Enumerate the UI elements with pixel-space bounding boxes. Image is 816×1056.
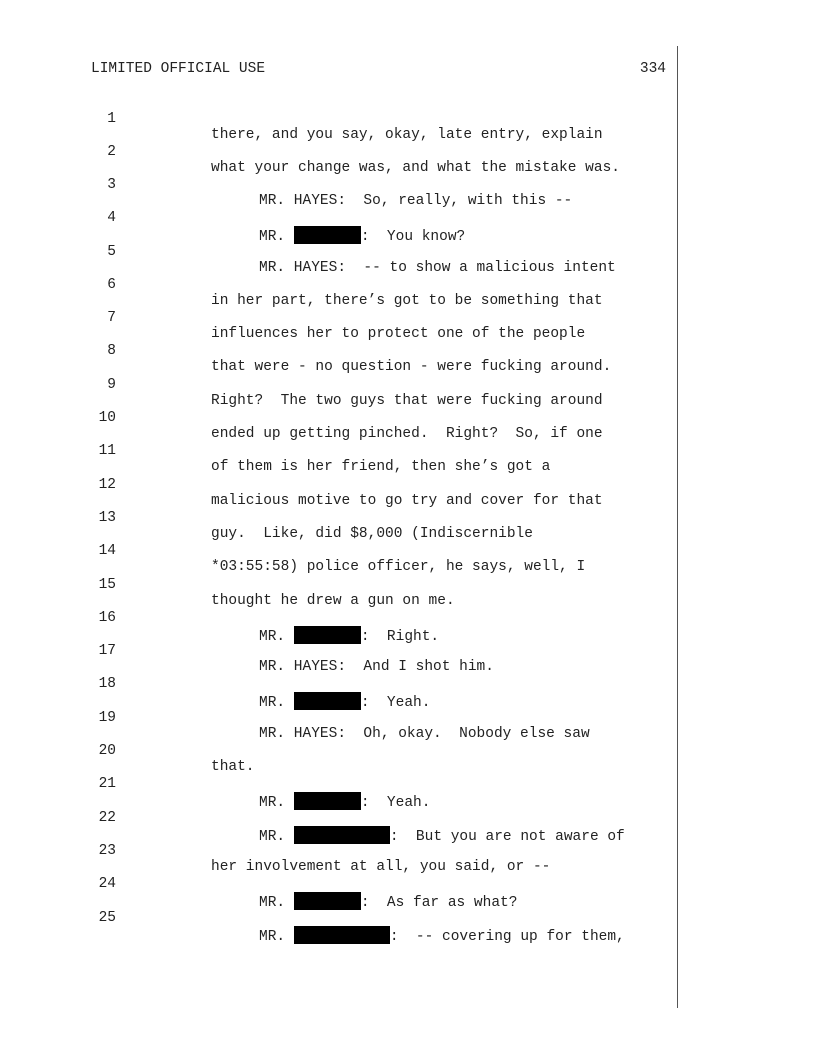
line-number: 11: [98, 443, 116, 459]
line-text: ended up getting pinched. Right? So, if one: [211, 426, 603, 442]
line-text: MR. HAYES: And I shot him.: [259, 659, 494, 675]
line-text: malicious motive to go try and cover for that: [211, 493, 603, 509]
redaction-box: [294, 926, 390, 944]
line-text: that were - no question - were fucking around.: [211, 359, 612, 375]
line-number: 5: [107, 244, 116, 260]
transcript-line: [0, 760, 816, 811]
speech-text: : Yeah.: [360, 795, 431, 811]
transcript-line: [0, 527, 816, 575]
transcript-line: [0, 594, 816, 645]
transcript-line: [0, 128, 816, 176]
line-number: 16: [98, 610, 116, 626]
transcript-line: [0, 694, 816, 742]
line-text: MR. HAYES: -- to show a malicious intent: [259, 260, 616, 276]
line-number: 12: [98, 477, 116, 493]
line-number: 3: [107, 177, 116, 193]
line-text: that.: [211, 759, 255, 775]
line-text: *03:55:58) police officer, he says, well, I: [211, 559, 586, 575]
transcript-line: [0, 827, 816, 875]
line-number: 20: [98, 743, 116, 759]
line-text: influences her to protect one of the people: [211, 326, 586, 342]
transcript-line: [0, 294, 816, 342]
transcript-line: [0, 561, 816, 609]
line-text: MR. HAYES: So, really, with this --: [259, 193, 573, 209]
transcript-line: [0, 261, 816, 309]
transcript-line: [0, 494, 816, 542]
transcript-line: [0, 327, 816, 375]
line-number: 18: [98, 676, 116, 692]
speaker-prefix: MR.: [259, 929, 286, 945]
transcript-line: [0, 228, 816, 276]
line-text: Right? The two guys that were fucking around: [211, 393, 603, 409]
line-number: 19: [98, 710, 116, 726]
speaker-prefix: MR.: [259, 795, 286, 811]
line-number: 23: [98, 843, 116, 859]
speech-text: : But you are not aware of: [389, 829, 625, 845]
line-number: 21: [98, 776, 116, 792]
transcript-line: [0, 660, 816, 711]
line-text: there, and you say, okay, late entry, explain: [211, 127, 603, 143]
speaker-prefix: MR.: [259, 229, 286, 245]
line-number: 17: [98, 643, 116, 659]
speech-text: : Yeah.: [360, 695, 431, 711]
speaker-prefix: MR.: [259, 829, 286, 845]
transcript-line: [0, 794, 816, 845]
line-text: in her part, there’s got to be something that: [211, 293, 603, 309]
line-number: 25: [98, 910, 116, 926]
transcript-line: [0, 95, 816, 143]
transcript-line: [0, 394, 816, 442]
line-number: 22: [98, 810, 116, 826]
line-text: what your change was, and what the mistake was.: [211, 160, 620, 176]
speech-text: : Right.: [360, 629, 440, 645]
line-text: guy. Like, did $8,000 (Indiscernible: [211, 526, 533, 542]
line-number: 9: [107, 377, 116, 393]
transcript-line: [0, 860, 816, 911]
line-text: her involvement at all, you said, or --: [211, 859, 551, 875]
line-number: 1: [107, 111, 116, 127]
speech-text: : -- covering up for them,: [389, 929, 625, 945]
transcript-line: [0, 894, 816, 945]
transcript-line: [0, 461, 816, 509]
page-number: 334: [639, 61, 666, 77]
classification-header: LIMITED OFFICIAL USE: [91, 61, 266, 77]
transcript-line: [0, 161, 816, 209]
line-text: [259, 926, 625, 945]
line-number: 8: [107, 343, 116, 359]
transcript-line: [0, 194, 816, 245]
transcript-line: [0, 427, 816, 475]
speaker-prefix: MR.: [259, 629, 286, 645]
line-number: 10: [98, 410, 116, 426]
transcript-line: [0, 361, 816, 409]
line-text: MR. HAYES: Oh, okay. Nobody else saw: [259, 726, 590, 742]
line-number: 7: [107, 310, 116, 326]
speaker-prefix: MR.: [259, 895, 286, 911]
line-text: of them is her friend, then she’s got a: [211, 459, 551, 475]
line-number: 24: [98, 876, 116, 892]
line-number: 14: [98, 543, 116, 559]
line-number: 4: [107, 210, 116, 226]
speech-text: : As far as what?: [360, 895, 518, 911]
line-number: 2: [107, 144, 116, 160]
transcript-line: [0, 727, 816, 775]
line-number: 13: [98, 510, 116, 526]
line-number: 6: [107, 277, 116, 293]
line-number: 15: [98, 577, 116, 593]
speech-text: : You know?: [360, 229, 466, 245]
line-text: thought he drew a gun on me.: [211, 593, 455, 609]
transcript-line: [0, 627, 816, 675]
speaker-prefix: MR.: [259, 695, 286, 711]
